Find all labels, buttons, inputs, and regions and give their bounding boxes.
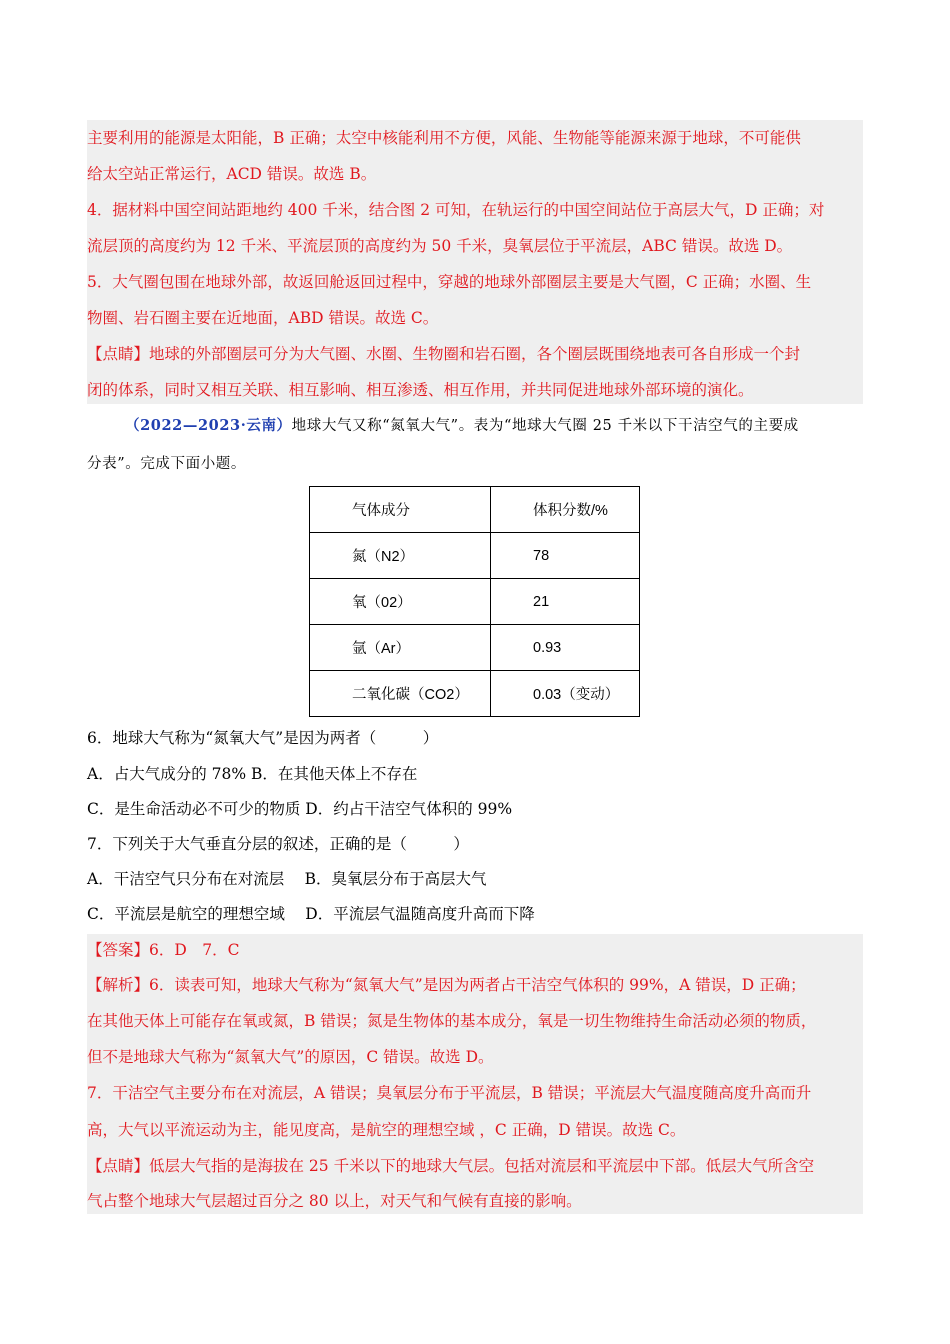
- question-6-options-cd: C．是生命活动必不可少的物质 D．约占干洁空气体积的 99%: [87, 800, 513, 818]
- analysis-line: 7．干洁空气主要分布在对流层，A 错误；臭氧层分布于平流层，B 错误；平流层大气温度随高度升高而升: [87, 1084, 812, 1102]
- intro-line-1: [125, 416, 799, 436]
- intro-text: 地球大气又称“氮氧大气”。表为“地球大气圈 25 千米以下干洁空气的主要成: [291, 418, 799, 434]
- explanation-line: 5．大气圈包围在地球外部，故返回舱返回过程中，穿越的地球外部圈层主要是大气圈，C 正确；水圈、生: [87, 273, 812, 291]
- table-cell: 78: [491, 533, 640, 579]
- table-header-cell: 体积分数/%: [491, 487, 640, 533]
- tip-line: 【点睛】地球的外部圈层可分为大气圈、水圈、生物圈和岩石圈，各个圈层既围绕地表可各自形成一个封: [87, 345, 801, 363]
- table-cell: 0.93: [491, 625, 640, 671]
- answer-line: 【答案】6．D 7．C: [87, 941, 240, 959]
- explanation-line: 4．据材料中国空间站距地约 400 千米，结合图 2 可知，在轨运行的中国空间站位于高层大气，D 正确；对: [87, 201, 825, 219]
- question-7-options-cd: C．平流层是航空的理想空域 D．平流层气温随高度升高而下降: [87, 905, 535, 923]
- explanation-line: 主要利用的能源是太阳能，B 正确；太空中核能利用不方便，风能、生物能等能源来源于地球，不可能供: [87, 129, 801, 147]
- question-6-options-ab: A．占大气成分的 78% B．在其他天体上不存在: [87, 765, 418, 783]
- table-row: [310, 579, 640, 625]
- source-tag: （2022—2023·云南）: [125, 417, 292, 434]
- explanation-block-2: [87, 934, 863, 1214]
- explanation-line: 给太空站正常运行，ACD 错误。故选 B。: [87, 165, 377, 183]
- table-cell: 二氧化碳（CO2）: [310, 671, 491, 717]
- question-7-options-ab: A．干洁空气只分布在对流层 B．臭氧层分布于高层大气: [87, 870, 487, 888]
- question-7: 7．下列关于大气垂直分层的叙述，正确的是（ ）: [87, 835, 469, 853]
- table-cell: 氧（02）: [310, 579, 491, 625]
- table-cell: 氩（Ar）: [310, 625, 491, 671]
- analysis-line: 【解析】6．读表可知，地球大气称为“氮氧大气”是因为两者占干洁空气体积的 99%，A 错误，D 正确；: [87, 976, 806, 994]
- explanation-line: 流层顶的高度约为 12 千米、平流层顶的高度约为 50 千米，臭氧层位于平流层，ABC 错误。故选 D。: [87, 237, 793, 255]
- table-row: [310, 533, 640, 579]
- tip-line: 气占整个地球大气层超过百分之 80 以上，对天气和气候有直接的影响。: [87, 1192, 582, 1210]
- tip-line: 【点睛】低层大气指的是海拔在 25 千米以下的地球大气层。包括对流层和平流层中下部。低层大气所含空: [87, 1157, 815, 1175]
- analysis-line: 但不是地球大气称为“氮氧大气”的原因，C 错误。故选 D。: [87, 1048, 494, 1066]
- tip-line: 闭的体系，同时又相互关联、相互影响、相互渗透、相互作用，并共同促进地球外部环境的演化。: [87, 381, 754, 399]
- analysis-line: 高，大气以平流运动为主，能见度高，是航空的理想空域 ，C 正确，D 错误。故选 C。: [87, 1121, 686, 1139]
- question-6: 6．地球大气称为“氮氧大气”是因为两者（ ）: [87, 729, 439, 747]
- table-row: [310, 671, 640, 717]
- table-cell: 氮（N2）: [310, 533, 491, 579]
- intro-line-2: 分表”。完成下面小题。: [87, 456, 247, 472]
- table-cell: 0.03（变动）: [491, 671, 640, 717]
- analysis-line: 在其他天体上可能存在氧或氮，B 错误；氮是生物体的基本成分，氧是一切生物维持生命活动必须的物质，: [87, 1012, 817, 1030]
- table-row: [310, 625, 640, 671]
- gas-composition-table: [309, 486, 640, 717]
- table-header-row: [310, 487, 640, 533]
- table-header-cell: 气体成分: [310, 487, 491, 533]
- explanation-line: 物圈、岩石圈主要在近地面，ABD 错误。故选 C。: [87, 309, 439, 327]
- table-cell: 21: [491, 579, 640, 625]
- explanation-block-1: [87, 120, 863, 404]
